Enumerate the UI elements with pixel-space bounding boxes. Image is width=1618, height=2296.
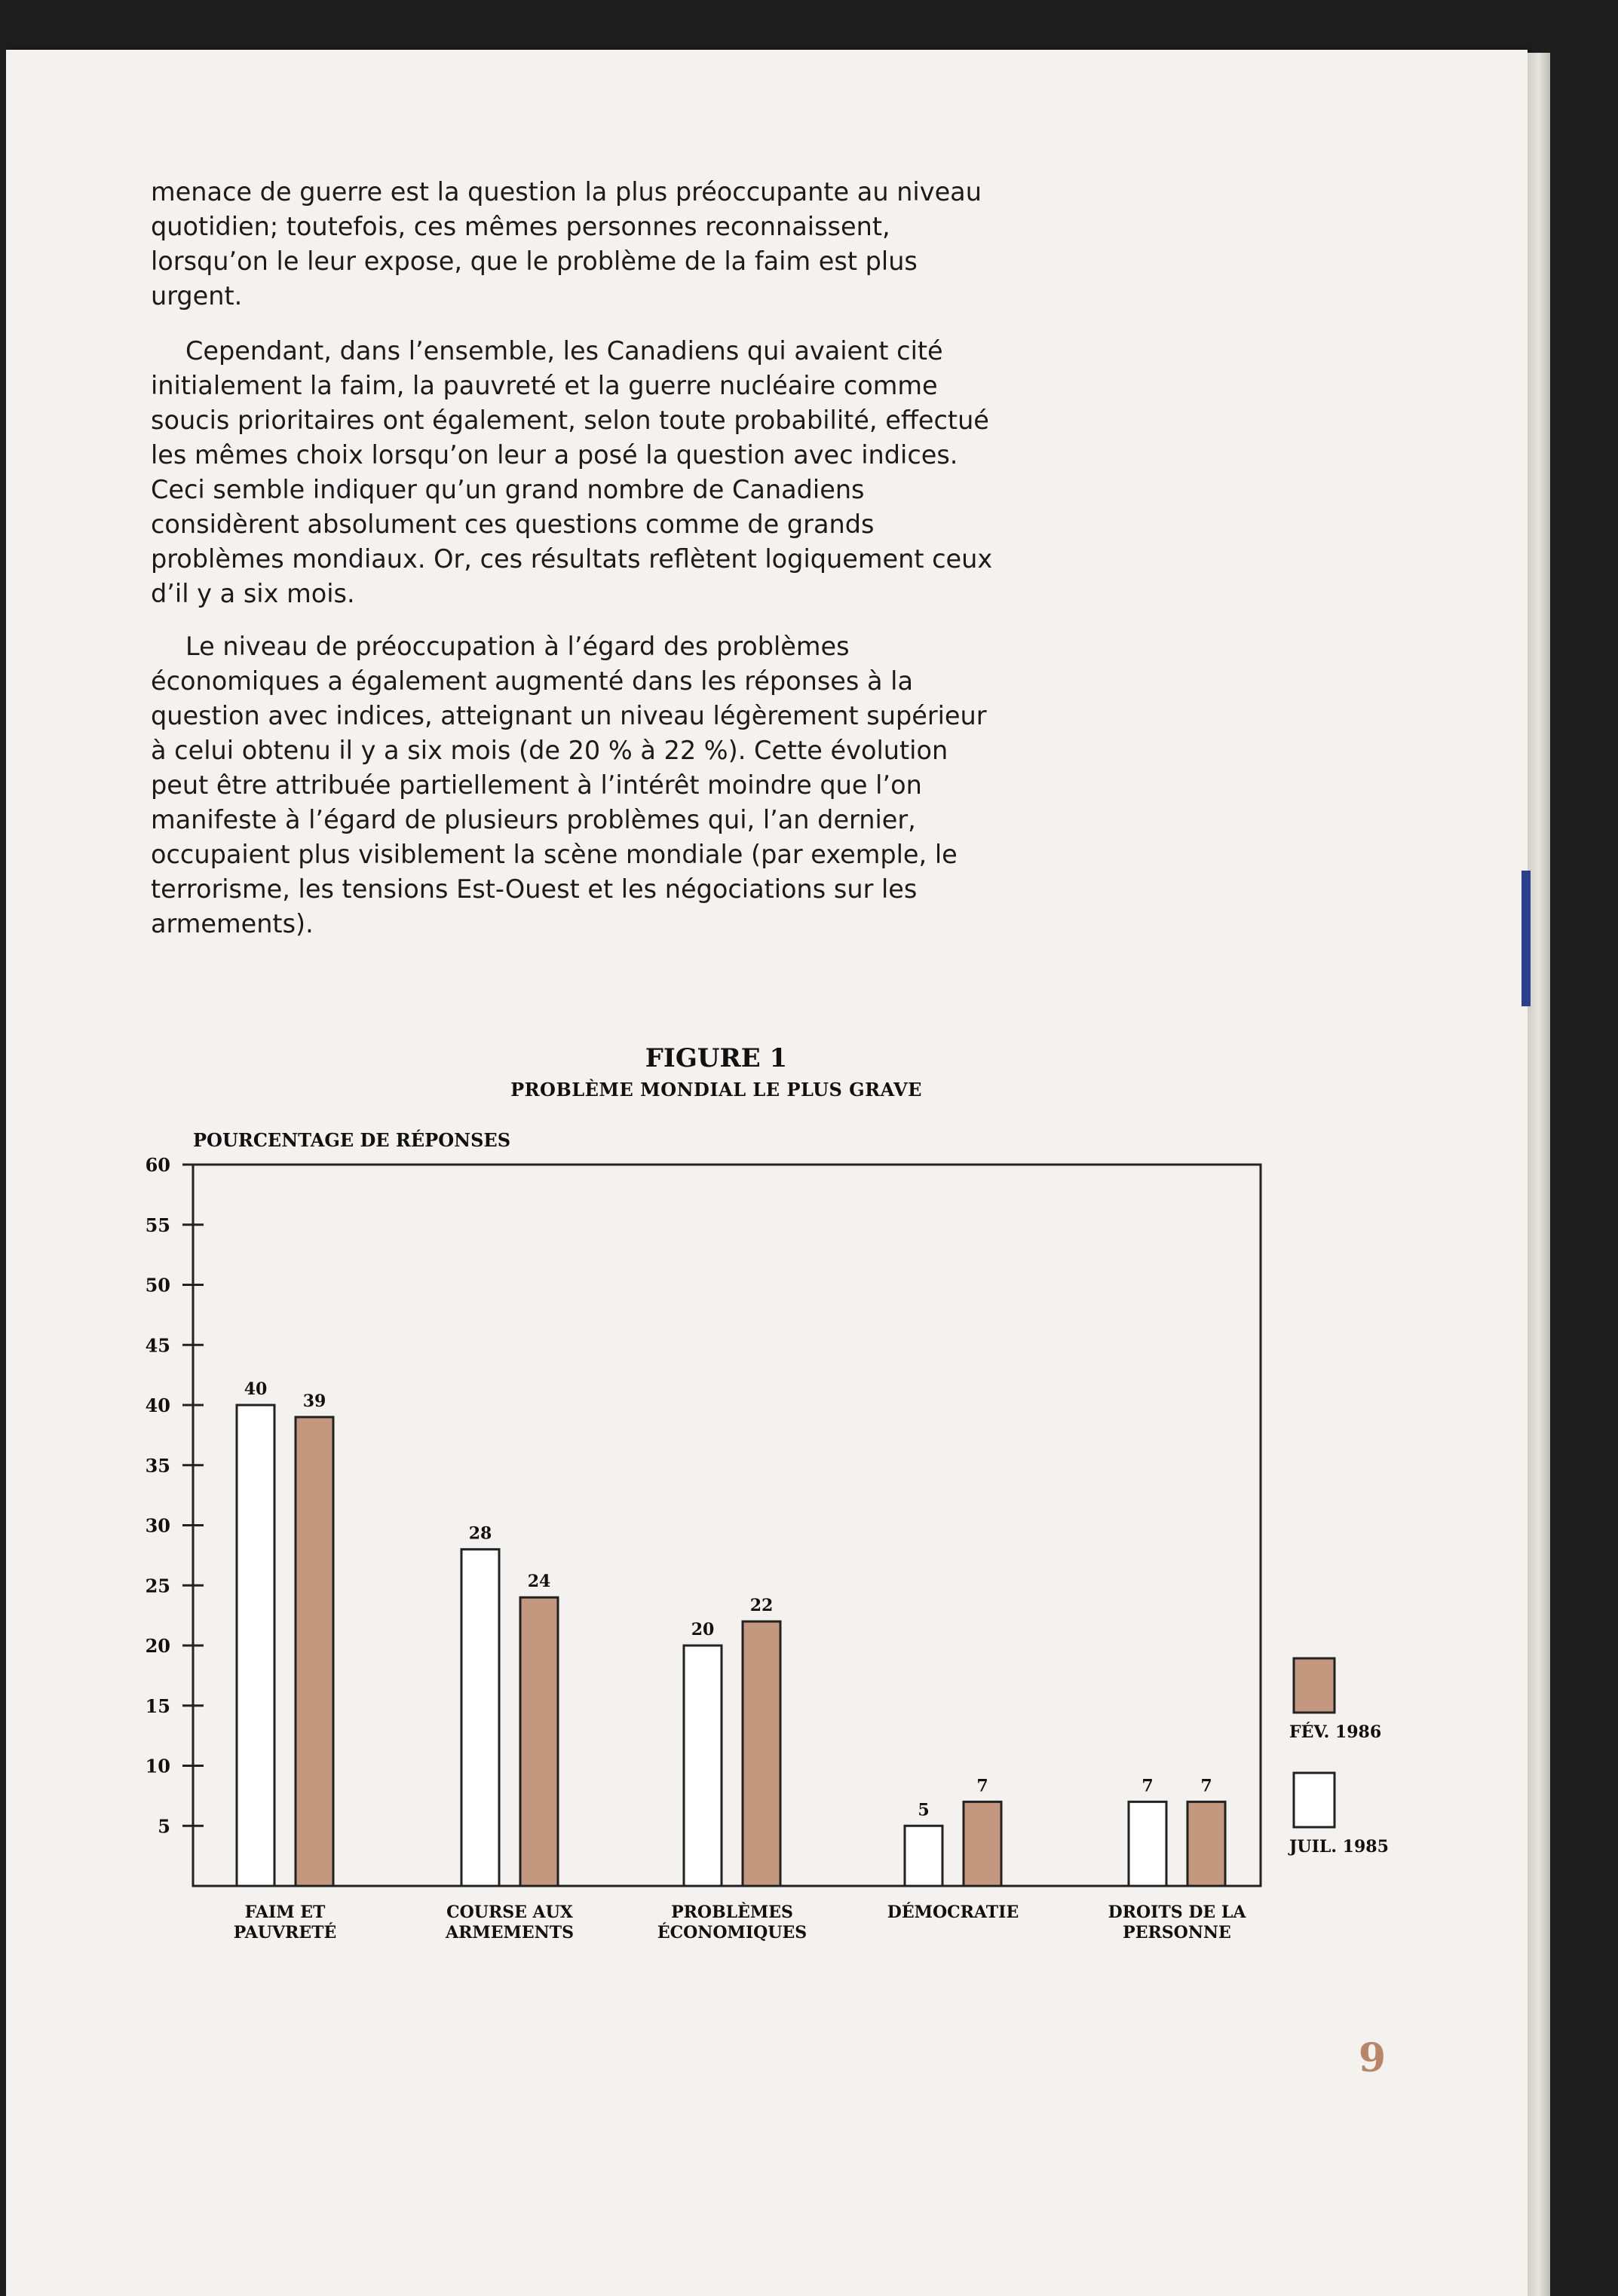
y-tick-label: 40	[145, 1394, 170, 1416]
bar-fev-1986	[1187, 1802, 1225, 1886]
category-label: DÉMOCRATIE	[887, 1903, 1019, 1922]
paragraph-2: Cependant, dans l’ensemble, les Canadiens qui avaient cité initialement la faim, la pauvreté et la guerre nucléaire comme soucis prioritaires ont également, selon toute probabilité, effectué les mêmes choix lorsqu’on leur a posé la question avec indices. Ceci semble indiquer qu’un grand nombre de Canadiens considèrent absolument ces questions comme de grands problèmes mondiaux. Or, ces résultats reflètent logiquement ceux d’il y a six mois.	[151, 336, 993, 608]
bar-juil-1985	[1129, 1802, 1166, 1886]
paragraph-1: menace de guerre est la question la plus préoccupante au niveau quotidien; toutefois, ces mêmes personnes reconnaissent, lorsqu’on le leur expose, que le problème de la faim est plus urgent.	[151, 177, 982, 311]
figure-label: FIGURE 1	[645, 1043, 788, 1073]
y-tick-label: 20	[145, 1635, 170, 1657]
category-label: COURSE AUX	[446, 1903, 573, 1922]
legend-label: FÉV. 1986	[1289, 1722, 1382, 1742]
category-label: ARMEMENTS	[446, 1923, 574, 1942]
bar-value-label: 22	[749, 1596, 774, 1616]
y-tick-label: 45	[145, 1334, 170, 1357]
bar-value-label: 7	[1141, 1776, 1154, 1796]
y-tick-label: 50	[145, 1274, 170, 1296]
category-label: DROITS DE LA	[1108, 1903, 1246, 1922]
bar-juil-1985	[461, 1549, 499, 1886]
figure-subtitle: PROBLÈME MONDIAL LE PLUS GRAVE	[510, 1079, 922, 1101]
y-tick-label: 55	[145, 1214, 170, 1236]
category-label: PAUVRETÉ	[233, 1923, 337, 1942]
bar-juil-1985	[905, 1826, 942, 1886]
y-axis-title: POURCENTAGE DE RÉPONSES	[193, 1129, 511, 1151]
y-tick-label: 25	[145, 1575, 170, 1597]
category-label: FAIM ET	[244, 1903, 326, 1922]
legend-swatch-juil-1985	[1294, 1773, 1335, 1827]
category-label: PROBLÈMES	[671, 1903, 793, 1922]
bar-juil-1985	[237, 1405, 274, 1886]
legend-swatch-fev-1986	[1294, 1658, 1335, 1713]
y-tick-label: 15	[145, 1694, 170, 1717]
category-label: PERSONNE	[1123, 1923, 1231, 1942]
paragraph-3: Le niveau de préoccupation à l’égard des problèmes économiques a également augmenté dans les réponses à la question avec indices, atteignant un niveau légèrement supérieur à celui obtenu il y a six mois (de 20 % à 22 %). Cette évolution peut être attribuée partiellement à l’intérêt moindre que l’on manifeste à l’égard de plusieurs problèmes qui, l’an dernier, occupaient plus visiblement la scène mondiale (par exemple, le terrorisme, les tensions Est-Ouest et les négociations sur les armements).	[151, 632, 987, 938]
bar-value-label: 5	[918, 1800, 930, 1820]
bar-fev-1986	[743, 1621, 780, 1886]
bar-value-label: 28	[468, 1523, 492, 1544]
bar-fev-1986	[296, 1417, 333, 1886]
bar-value-label: 7	[1200, 1776, 1212, 1796]
bar-value-label: 7	[976, 1776, 988, 1796]
y-tick-label: 35	[145, 1454, 170, 1477]
category-label: ÉCONOMIQUES	[657, 1923, 807, 1942]
y-tick-label: 10	[145, 1755, 170, 1777]
y-tick-label: 30	[145, 1514, 170, 1537]
legend-label: JUIL. 1985	[1289, 1837, 1389, 1857]
bar-fev-1986	[964, 1802, 1001, 1886]
bar-value-label: 39	[302, 1391, 326, 1411]
y-tick-label: 60	[145, 1154, 170, 1176]
page-number: 9	[1358, 2035, 1387, 2081]
bar-juil-1985	[684, 1645, 722, 1886]
bar-fev-1986	[520, 1597, 558, 1886]
bar-value-label: 20	[691, 1620, 715, 1639]
plot-frame	[193, 1165, 1261, 1886]
bar-value-label: 40	[244, 1379, 268, 1399]
y-tick-label: 5	[158, 1815, 170, 1838]
bar-value-label: 24	[527, 1572, 551, 1592]
